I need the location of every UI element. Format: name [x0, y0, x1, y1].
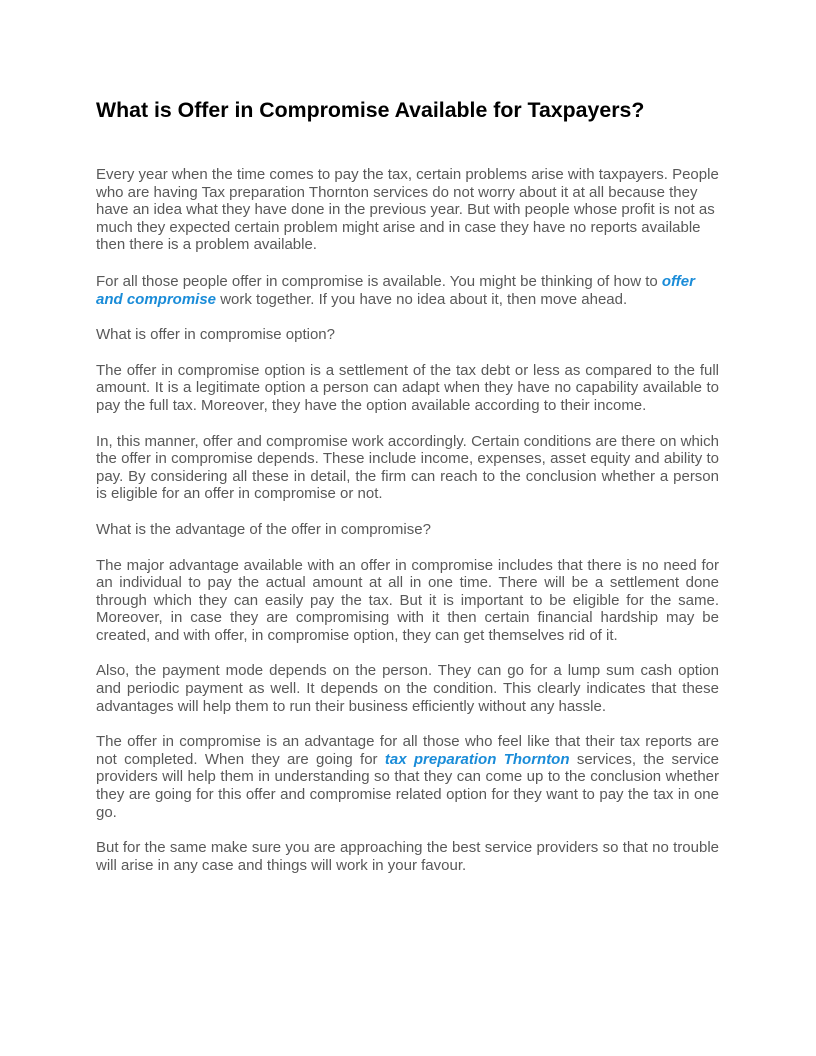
paragraph-offer-available-text-end: work together. If you have no idea about it, then move ahead.	[216, 290, 628, 308]
paragraph-offer-available	[96, 273, 719, 308]
offer-and-compromise-link[interactable]: offer and compromise	[96, 272, 695, 308]
paragraph-major-advantage: The major advantage available with an offer in compromise includes that there is no need for an individual to pay the actual amount at all in one time. There will be a settlement done through which they can easily pay the tax. But it is important to be eligible for the same. Moreover, in case they are compromising with it then certain financial hardship may be created, and with offer, in compromise option, they can get themselves rid of it.	[96, 556, 719, 644]
paragraph-tax-reports-text-start: The offer in compromise is an advantage for all those who feel like that their tax reports are not completed. When they are going for	[96, 733, 719, 768]
paragraph-tax-reports-text-end: services, the service providers will help them in understanding so that they can come up to the conclusion whether they are going for this offer and compromise related option for they want to pay the tax in one go.	[96, 750, 720, 821]
question-what-is-offer: What is offer in compromise option?	[96, 326, 335, 344]
paragraph-payment-mode: Also, the payment mode depends on the person. They can go for a lump sum cash option and periodic payment as well. It depends on the condition. This clearly indicates that these advantages will help them to run their business efficiently without any hassle.	[96, 662, 719, 715]
tax-preparation-thornton-link[interactable]: tax preparation Thornton	[384, 750, 570, 768]
paragraph-tax-reports	[96, 733, 719, 821]
paragraph-conclusion: But for the same make sure you are approaching the best service providers so that no trouble will arise in any case and things will work in your favour.	[96, 839, 719, 874]
document-page	[96, 96, 719, 892]
paragraph-offer-definition: The offer in compromise option is a settlement of the tax debt or less as compared to the full amount. It is a legitimate option a person can adapt when they have no capability available to pay the full tax. Moreover, they have the option available according to their income.	[96, 361, 719, 414]
question-advantage: What is the advantage of the offer in compromise?	[96, 520, 431, 538]
paragraph-intro: Every year when the time comes to pay the tax, certain problems arise with taxpayers. People who are having Tax preparation Thornton services do not worry about it at all because they have an idea what they have done in the previous year. But with people whose profit is not as much they expected certain problem might arise and in case they have no reports available then there is a problem available.	[96, 166, 719, 254]
document-title: What is Offer in Compromise Available for Taxpayers?	[96, 98, 645, 122]
document-body	[96, 166, 719, 874]
paragraph-conditions: In, this manner, offer and compromise work accordingly. Certain conditions are there on which the offer in compromise depends. These include income, expenses, asset equity and ability to pay. By considering all these in detail, the firm can reach to the conclusion whether a person is eligible for an offer in compromise or not.	[96, 432, 719, 503]
paragraph-offer-available-text-start: For all those people offer in compromise is available. You might be thinking of how to	[96, 272, 662, 290]
